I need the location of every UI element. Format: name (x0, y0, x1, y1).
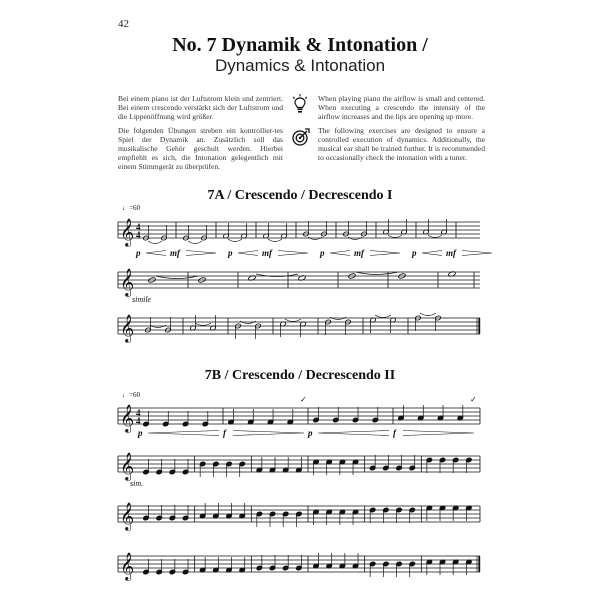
english-paragraph: The following exercises are designed to ensure a controlled execution of dynamics. Additionally, the musical ear shall be trained further. It is recommended to occasionally check the intonation with a tuner. (318, 125, 485, 163)
treble-clef-icon: 𝄞 (120, 454, 135, 480)
tie (195, 323, 211, 326)
crescendo-hairpin (146, 251, 166, 256)
tie (420, 313, 436, 316)
german-paragraph: Die folgenden Übungen streben ein kontrollier-tes Spiel der Dynamik an. Zusätzlich soll das musikalische Gehör geschult werden. Hierbei empfiehlt es sich, die Intonation gelegentlich mit einem Stimmgerät zu überprüfen. (118, 125, 283, 172)
tie (228, 239, 242, 242)
decrescendo-hairpin (403, 431, 474, 436)
section-heading-7b: 7B / Crescendo / Decrescendo II (204, 368, 396, 383)
treble-clef-icon: 𝄞 (120, 316, 135, 342)
tie (375, 315, 391, 318)
tie (268, 239, 282, 242)
treble-clef-icon: 𝄞 (120, 220, 135, 246)
decrescendo-hairpin (462, 251, 492, 256)
decrescendo-hairpin (186, 251, 216, 256)
time-signature-bottom: 4 (136, 230, 141, 240)
tempo-marking: ♩=60 (122, 204, 140, 212)
tie (148, 241, 162, 244)
decrescendo-hairpin (233, 431, 304, 436)
breath-mark: ✓ (300, 395, 307, 404)
german-paragraph: Bei einem piano ist der Luftstrom klein und zentriert. Bei einem crescendo verstärkt sich der Luftstrom und die Lippenöffnung wird größer. (118, 94, 283, 122)
dynamic-mark: mf (446, 248, 456, 258)
dynamic-mark: f (393, 428, 396, 438)
crescendo-hairpin (318, 431, 389, 436)
simile-marking: sim. (130, 479, 144, 488)
page-subtitle: Dynamics & Intonation (214, 56, 386, 75)
dynamic-mark: p (412, 248, 417, 258)
page-title: No. 7 Dynamik & Intonation / (172, 34, 428, 56)
dynamic-mark: f (223, 428, 226, 438)
tempo-marking: ♩=60 (122, 391, 140, 399)
treble-clef-icon: 𝄞 (120, 504, 135, 530)
dynamic-mark: p (136, 248, 141, 258)
dynamic-mark: p (138, 428, 143, 438)
tie (388, 235, 402, 238)
crescendo-hairpin (238, 251, 258, 256)
time-signature-top: 4 (136, 222, 141, 232)
simile-marking: simile (132, 295, 152, 304)
dynamic-mark: mf (170, 248, 180, 258)
time-signature-top: 4 (136, 408, 141, 418)
breath-mark: ✓ (470, 395, 477, 404)
tie (428, 235, 442, 238)
crescendo-hairpin (422, 251, 442, 256)
crescendo-hairpin (330, 251, 350, 256)
time-signature-bottom: 4 (136, 416, 141, 426)
final-barline-thick (478, 556, 480, 572)
dynamic-mark: p (320, 248, 325, 258)
tie (156, 276, 198, 279)
tie (188, 241, 202, 244)
decrescendo-hairpin (370, 251, 400, 256)
dynamic-mark: p (308, 428, 313, 438)
dynamic-mark: mf (262, 248, 272, 258)
tie (285, 319, 301, 322)
treble-clef-icon: 𝄞 (120, 554, 135, 580)
english-paragraph: When playing piano the airflow is small and centered. When executing a crescendo the intensity of the airflow increases and the lips are opening up more. (318, 94, 485, 122)
section-heading-7a: 7A / Crescendo / Decrescendo I (207, 188, 393, 203)
crescendo-hairpin (148, 431, 219, 436)
decrescendo-hairpin (278, 251, 308, 256)
tie (356, 272, 398, 275)
page-number: 42 (118, 18, 129, 30)
dynamic-mark: p (228, 248, 233, 258)
treble-clef-icon: 𝄞 (120, 270, 135, 296)
final-barline-thick (478, 318, 480, 334)
dynamic-mark: mf (354, 248, 364, 258)
treble-clef-icon: 𝄞 (120, 406, 135, 432)
